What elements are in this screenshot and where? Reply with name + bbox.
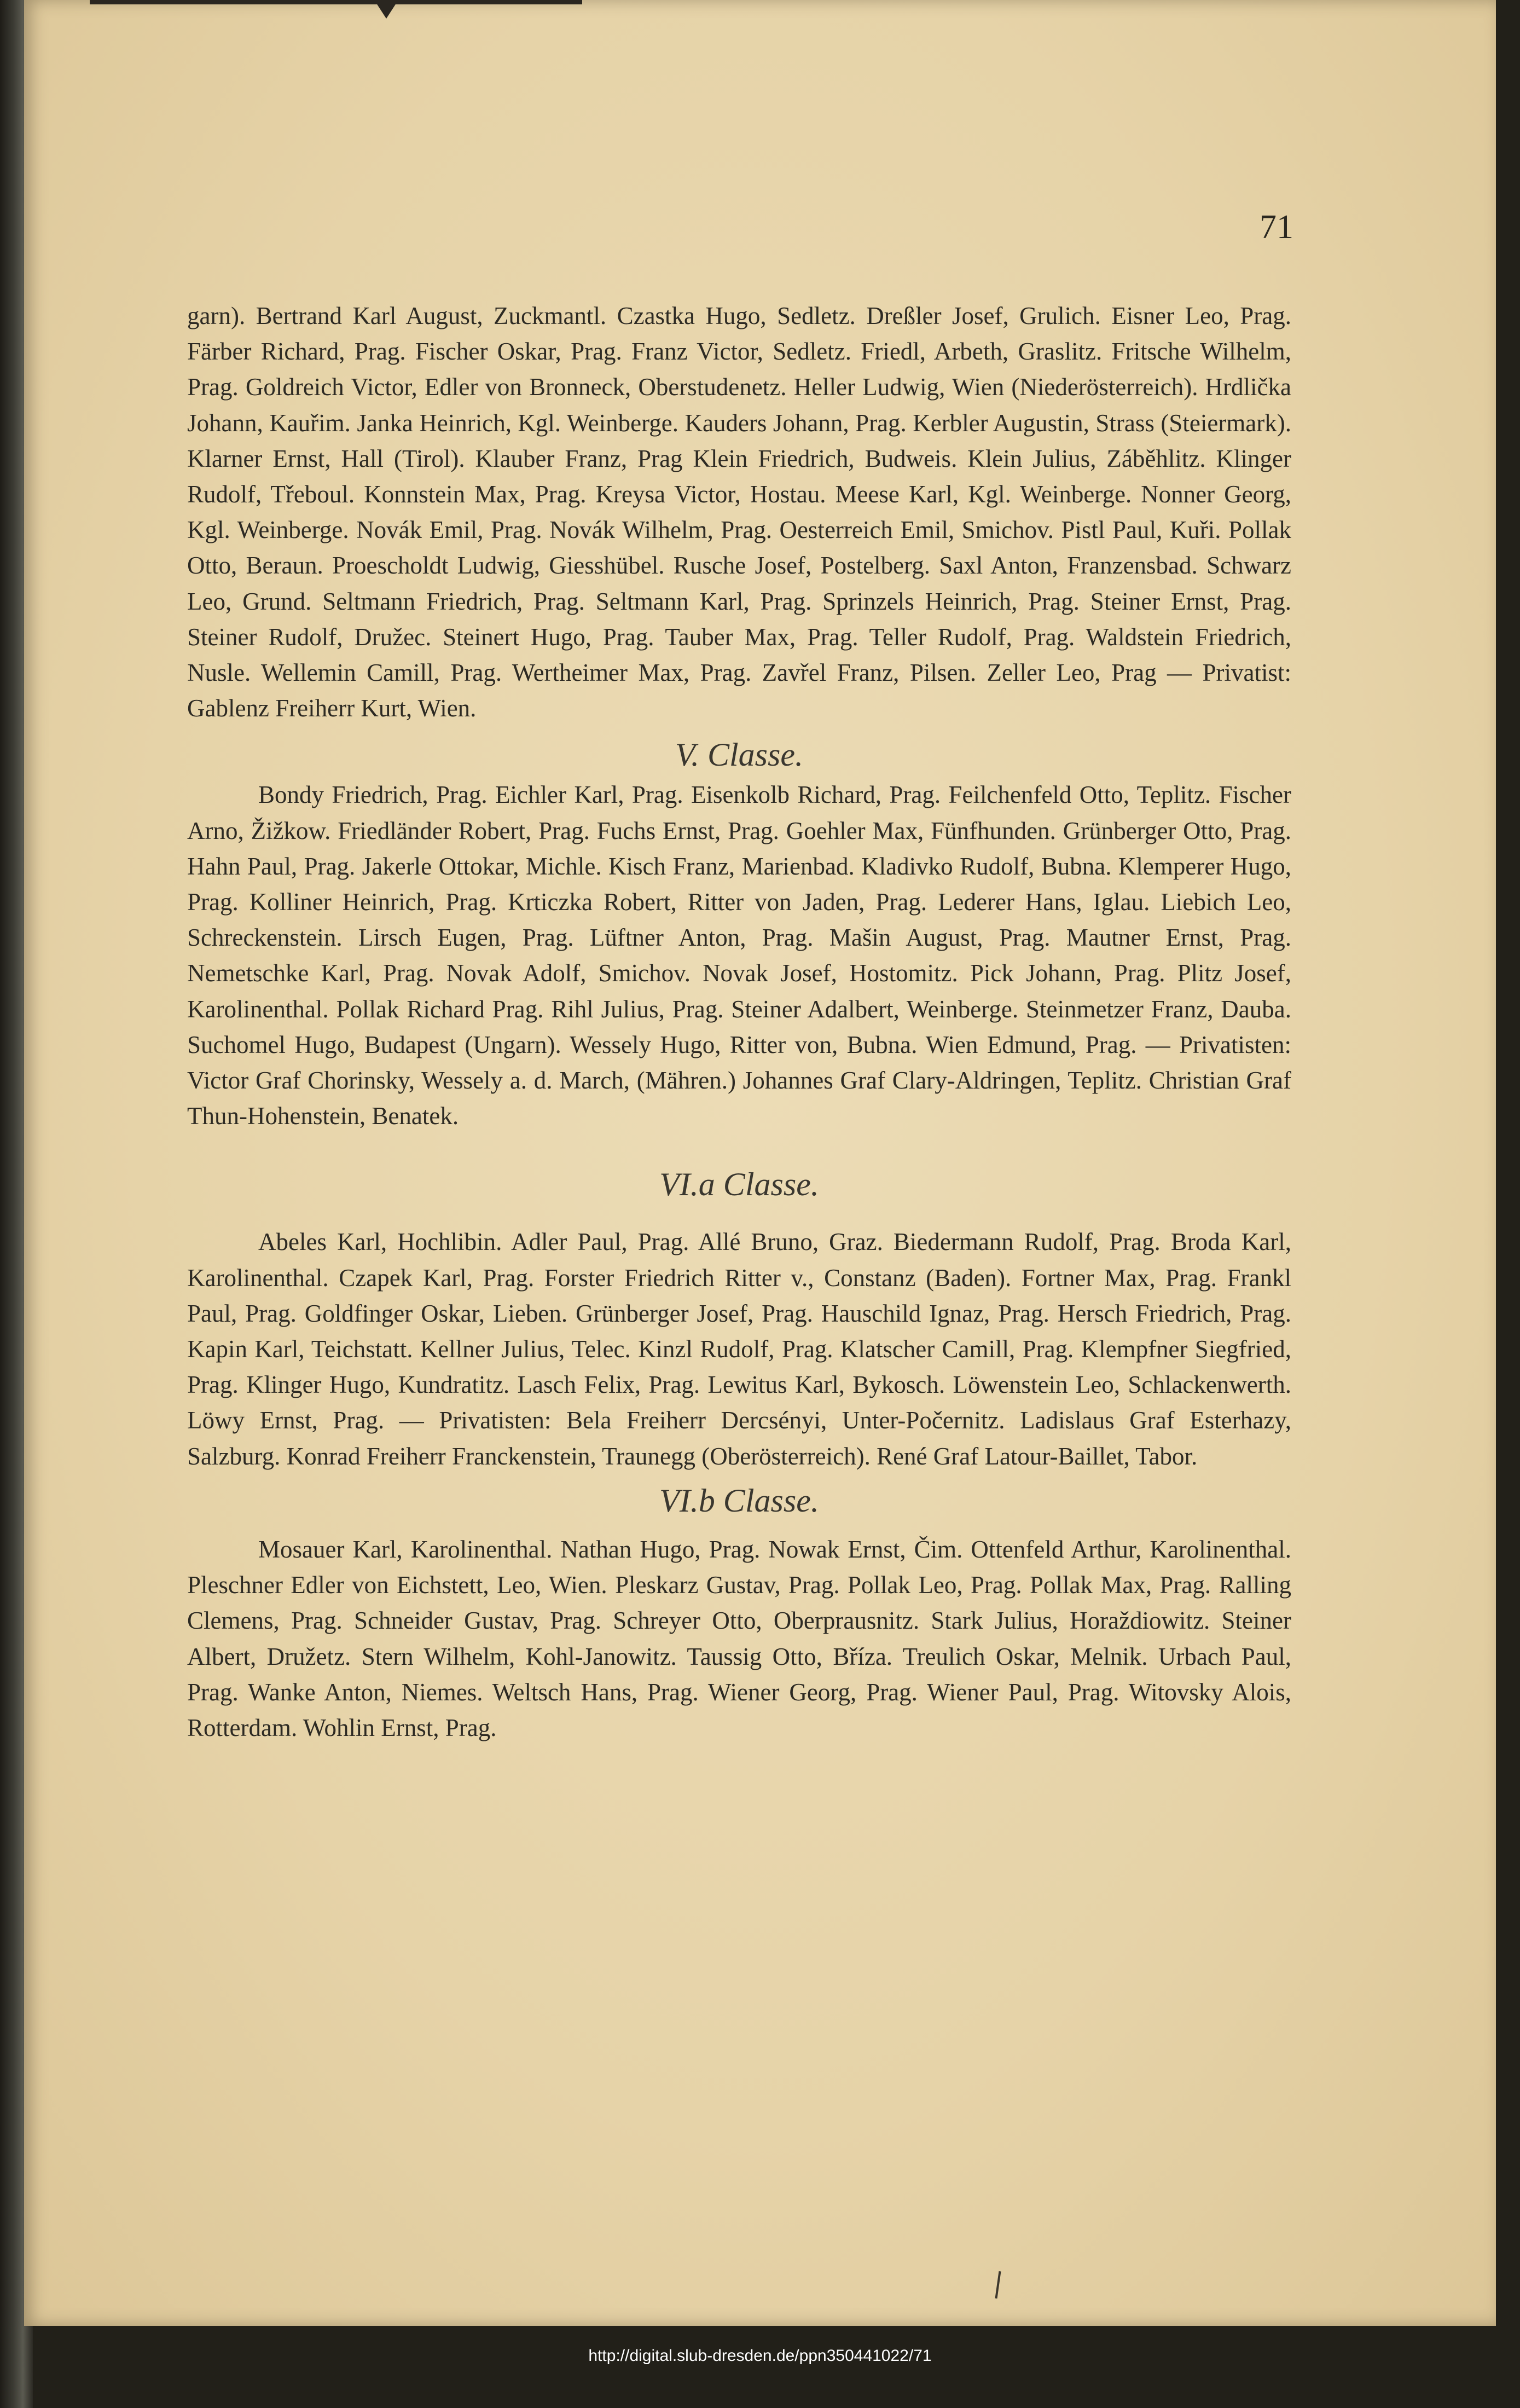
document-page (24, 0, 1496, 2326)
class-v-heading: V. Classe. (675, 737, 803, 773)
page-number: 71 (1260, 209, 1293, 246)
text-column (187, 298, 1291, 1746)
page-top-notch (374, 0, 398, 19)
continuation-paragraph: garn). Bertrand Karl August, Zuckmantl. Czastka Hugo, Sedletz. Dreßler Josef, Grulich. Eisner Leo, Prag. Färber Richard, Prag. Fischer Oskar, Prag. Franz Victor, Sedletz. Friedl, Arbeth, Graslitz. Fritsche Wilhelm, Prag. Goldreich Victor, Edler von Bronneck, Oberstudenetz. Heller Ludwig, Wien (Niederösterreich). Hrdlička Johann, Kauřim. Janka Heinrich, Kgl. Weinberge. Kauders Johann, Prag. Kerbler Augustin, Strass (Steiermark). Klarner Ernst, Hall (Tirol). Klauber Franz, Prag Klein Friedrich, Budweis. Klein Julius, Záběhlitz. Klinger Rudolf, Třeboul. Konnstein Max, Prag. Kreysa Victor, Hostau. Meese Karl, Kgl. Weinberge. Nonner Georg, Kgl. Weinberge. Novák Emil, Prag. Novák Wilhelm, Prag. Oesterreich Emil, Smichov. Pistl Paul, Kuři. Pollak Otto, Beraun. Proescholdt Ludwig, Giesshübel. Rusche Josef, Postelberg. Saxl Anton, Franzensbad. Schwarz Leo, Grund. Seltmann Friedrich, Prag. Seltmann Karl, Prag. Sprinzels Heinrich, Prag. Steiner Ernst, Prag. Steiner Rudolf, Družec. Steinert Hugo, Prag. Tauber Max, Prag. Teller Rudolf, Prag. Waldstein Friedrich, Nusle. Wellemin Camill, Prag. Wertheimer Max, Prag. Zavřel Franz, Pilsen. Zeller Leo, Prag — Privatist: Gablenz Freiherr Kurt, Wien. (187, 302, 1291, 722)
class-vib-paragraph: Mosauer Karl, Karolinenthal. Nathan Hugo, Prag. Nowak Ernst, Čim. Ottenfeld Arthur, Karolinenthal. Pleschner Edler von Eichstett, Leo, Wien. Pleskarz Gustav, Prag. Pollak Leo, Prag. Pollak Max, Prag. Ralling Clemens, Prag. Schneider Gustav, Prag. Schreyer Otto, Oberprausnitz. Stark Julius, Horaždiowitz. Steiner Albert, Družetz. Stern Wilhelm, Kohl-Janowitz. Taussig Otto, Bříza. Treulich Oskar, Melnik. Urbach Paul, Prag. Wanke Anton, Niemes. Weltsch Hans, Prag. Wiener Georg, Prag. Wiener Paul, Prag. Witovsky Alois, Rotterdam. Wohlin Ernst, Prag. (187, 1535, 1291, 1741)
pencil-mark (995, 2271, 1001, 2299)
class-via-paragraph: Abeles Karl, Hochlibin. Adler Paul, Prag. Allé Bruno, Graz. Biedermann Rudolf, Prag. Broda Karl, Karolinenthal. Czapek Karl, Prag. Forster Friedrich Ritter v., Constanz (Baden). Fortner Max, Prag. Frankl Paul, Prag. Goldfinger Oskar, Lieben. Grünberger Josef, Prag. Hauschild Ignaz, Prag. Hersch Friedrich, Prag. Kapin Karl, Teichstatt. Kellner Julius, Telec. Kinzl Rudolf, Prag. Klatscher Camill, Prag. Klempfner Siegfried, Prag. Klinger Hugo, Kundratitz. Lasch Felix, Prag. Lewitus Karl, Bykosch. Löwenstein Leo, Schlackenwerth. Löwy Ernst, Prag. — Privatisten: Bela Freiherr Dercsényi, Unter-Počernitz. Ladislaus Graf Esterhazy, Salzburg. Konrad Freiherr Franckenstein, Traunegg (Oberösterreich). René Graf Latour-Baillet, Tabor. (187, 1228, 1291, 1470)
source-url[interactable]: http://digital.slub-dresden.de/ppn350441022/71 (588, 2347, 932, 2365)
class-via-heading: VI.a Classe. (659, 1166, 819, 1203)
class-vib-heading: VI.b Classe. (659, 1482, 819, 1519)
class-v-paragraph: Bondy Friedrich, Prag. Eichler Karl, Prag. Eisenkolb Richard, Prag. Feilchenfeld Otto, Teplitz. Fischer Arno, Žižkow. Friedländer Robert, Prag. Fuchs Ernst, Prag. Goehler Max, Fünfhunden. Grünberger Otto, Prag. Hahn Paul, Prag. Jakerle Ottokar, Michle. Kisch Franz, Marienbad. Kladivko Rudolf, Bubna. Klemperer Hugo, Prag. Kolliner Heinrich, Prag. Krticzka Robert, Ritter von Jaden, Prag. Lederer Hans, Iglau. Liebich Leo, Schreckenstein. Lirsch Eugen, Prag. Lüftner Anton, Prag. Mašin August, Prag. Mautner Ernst, Prag. Nemetschke Karl, Prag. Novak Adolf, Smichov. Novak Josef, Hostomitz. Pick Johann, Prag. Plitz Josef, Karolinenthal. Pollak Richard Prag. Rihl Julius, Prag. Steiner Adalbert, Weinberge. Steinmetzer Franz, Dauba. Suchomel Hugo, Budapest (Ungarn). Wessely Hugo, Ritter von, Bubna. Wien Edmund, Prag. — Privatisten: Victor Graf Chorinsky, Wessely a. d. March, (Mähren.) Johannes Graf Clary-Aldringen, Teplitz. Christian Graf Thun-Hohenstein, Benatek. (187, 781, 1291, 1130)
page-top-mark (90, 0, 582, 4)
